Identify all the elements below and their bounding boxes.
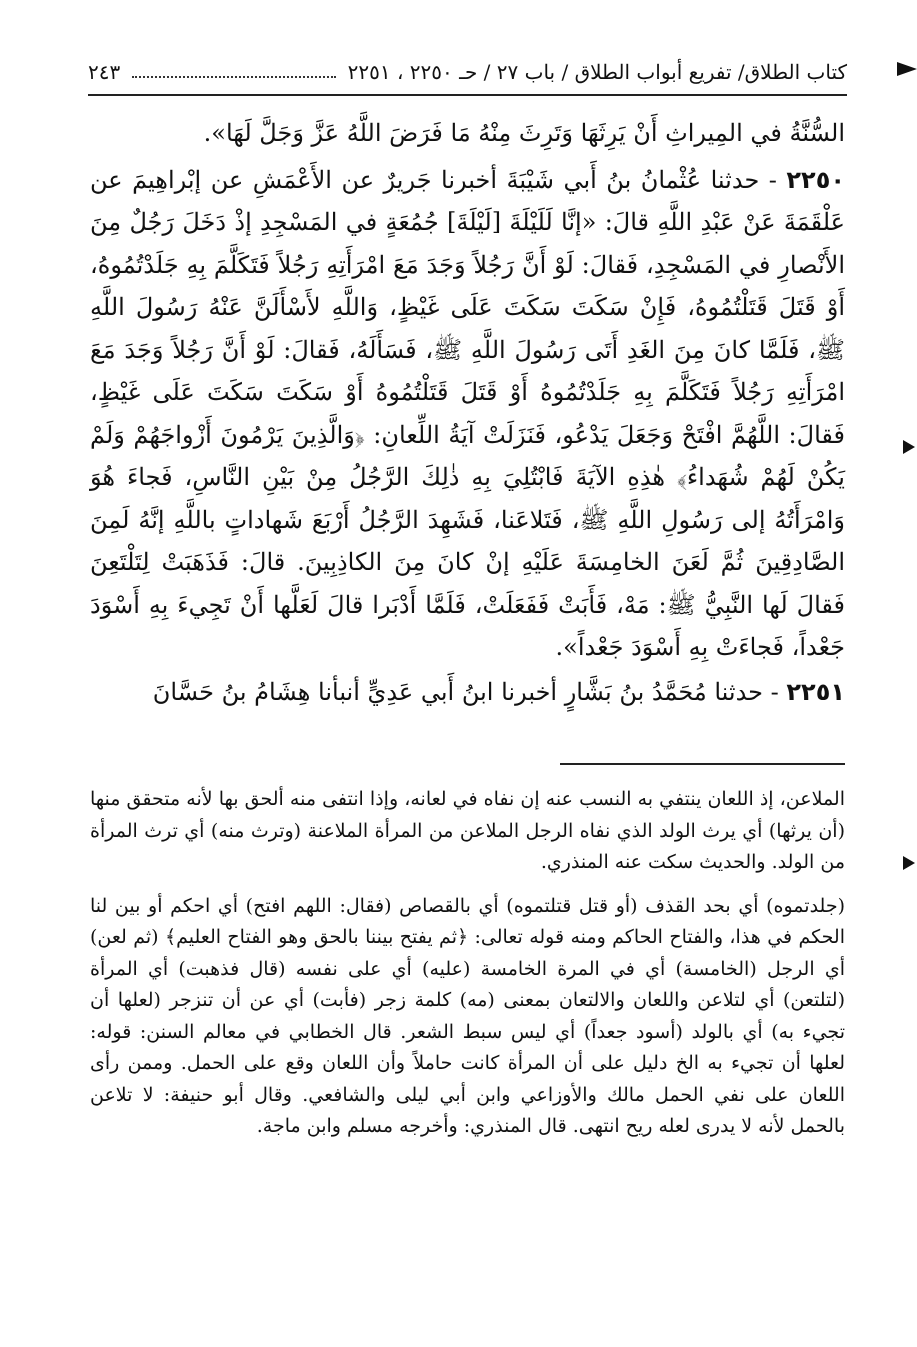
commentary-paragraph: (جلدتموه) أي بحد القذف (أو قتل قتلتموه) أي بالقصاص (فقال: اللهم افتح) أي احكم أو بين لنا الحكم في هذا، والفتاح الحاكم ومنه قوله تعالى: ﴿ثم يفتح بيننا بالحق وهو الفتاح العليم﴾ (ثم لعن) أي الرجل (الخامسة) أي في المرة الخامسة (عليه) أي على نفسه (قال فذهبت) أي المرأة (لتلتعن) أي لتلاعن واللعان والالتعان بمعنى (مه) كلمة زجر (فأبت) أي عن أن تنزجر (لعلها أن تجيء به) أي بالولد (أسود جعداً) أي ليس سبط الشعر. قال الخطابي في معالم السنن: قوله: لعلها أن تجيء به الخ دليل على أن المرأة كانت حاملاً وأن اللعان وقع على الحمل. وممن رأى اللعان على نفي الحمل مالك والأوزاعي وابن أبي ليلى والشافعي. وقال أبو حنيفة: لا تلاعن بالحمل لأنه لا يدرى لعله ريح انتهى. قال المنذري: وأخرجه مسلم وابن ماجة.: [90, 894, 845, 1137]
margin-marker: [903, 440, 915, 454]
continued-line: السُّنَّةُ في المِيراثِ أَنْ يَرِثَهَا وَتَرِثَ مِنْهُ مَا فَرَضَ اللَّهُ عَزَّ وَجَلَّ لَهَا».: [203, 119, 845, 147]
hadith-2250: [90, 159, 845, 669]
commentary: [90, 784, 845, 1143]
hadith-text: - حدثنا عُثْمانُ بنُ أَبي شَيْبَةَ أخبرنا جَريرٌ عن الأَعْمَشِ عن إبْراهِيمَ عن عَلْقَمَةَ عَنْ عَبْدِ اللَّهِ قالَ: «إنَّا لَلَيْلَةَ [لَيْلَةَ] جُمُعَةٍ في المَسْجِدِ إذْ دَخَلَ رَجُلٌ مِنَ الأَنْصارِ في المَسْجِدِ، فَقالَ: لَوْ أَنَّ رَجُلاً وَجَدَ مَعَ امْرَأَتِهِ رَجُلاً فَتَكَلَّمَ بِهِ جَلَدْتُمُوهُ، أَوْ قَتَلَ قَتَلْتُمُوهُ، فَإِنْ سَكَتَ سَكَتَ عَلَى غَيْظٍ، وَاللَّهِ لأَسْأَلَنَّ عَنْهُ رَسُولَ اللَّهِ ﷺ، فَلَمَّا كانَ مِنَ الغَدِ أَتَى رَسُولَ اللَّهِ ﷺ، فَسَأَلَهُ، فَقالَ: لَوْ أَنَّ رَجُلاً وَجَدَ مَعَ امْرَأَتِهِ رَجُلاً فَتَكَلَّمَ بِهِ جَلَدْتُمُوهُ أَوْ قَتَلَ قَتَلْتُمُوهُ أَوْ سَكَتَ سَكَتَ عَلَى غَيْظٍ، فَقالَ: اللَّهُمَّ افْتَحْ وَجَعَلَ يَدْعُو، فَنَزَلَتْ آيَةُ اللِّعانِ: ﴿وَالَّذِينَ يَرْمُونَ أَزْواجَهُمْ وَلَمْ يَكُنْ لَهُمْ شُهَداءُ﴾ هٰذِهِ الآيَةَ فَابْتُلِيَ بِهِ ذٰلِكَ الرَّجُلُ مِنْ بَيْنِ النَّاسِ، فَجاءَ هُوَ وَامْرَأَتُهُ إلى رَسُولِ اللَّهِ ﷺ، فَتَلاعَنا، فَشَهِدَ الرَّجُلُ أَرْبَعَ شَهاداتٍ باللَّهِ إنَّهُ لَمِنَ الصَّادِقِينَ ثُمَّ لَعَنَ الخامِسَةَ عَلَيْهِ إنْ كانَ مِنَ الكاذِبِينَ. قالَ: فَذَهَبَتْ لِتَلْتَعِنَ فَقالَ لَها النَّبِيُّ ﷺ: مَهْ، فَأَبَتْ فَفَعَلَتْ، فَلَمَّا أَدْبَرا قالَ لَعَلَّها أَنْ تَجِيءَ بِهِ أَسْوَدَ جَعْداً، فَجاءَتْ بِهِ أَسْوَدَ جَعْداً».: [90, 165, 846, 661]
hadith-number: ٢٢٥٠: [786, 165, 845, 194]
margin-marker: [897, 62, 917, 76]
commentary-paragraph: الملاعن، إذ اللعان ينتفي به النسب عنه إن نفاه في لعانه، وإذا انتفى منه ألحق بها لأنه متحقق منها (أن يرثها) أي يرث الولد الذي نفاه الرجل الملاعن من المرأة الملاعنة (وترث منه) أي ترث المرأة من الولد. والحديث سكت عنه المنذري.: [90, 788, 845, 873]
hadith-text: - حدثنا مُحَمَّدُ بنُ بَشَّارٍ أخبرنا ابنُ أَبي عَدِيٍّ أنبأنا هِشَامُ بنُ حَسَّانَ: [152, 677, 779, 706]
main-text: [90, 112, 845, 713]
hadith-2251: [90, 671, 845, 714]
footnote-separator: [560, 763, 845, 765]
header-title: كتاب الطلاق/ تفريع أبواب الطلاق / باب ٢٧ / حـ ٢٢٥٠ ، ٢٢٥١: [347, 60, 847, 84]
running-header: [88, 52, 847, 96]
hadith-number: ٢٢٥١: [786, 677, 845, 706]
margin-marker: [903, 856, 915, 870]
page-number: ٢٤٣: [88, 60, 121, 84]
header-dot-leader: [132, 66, 335, 78]
